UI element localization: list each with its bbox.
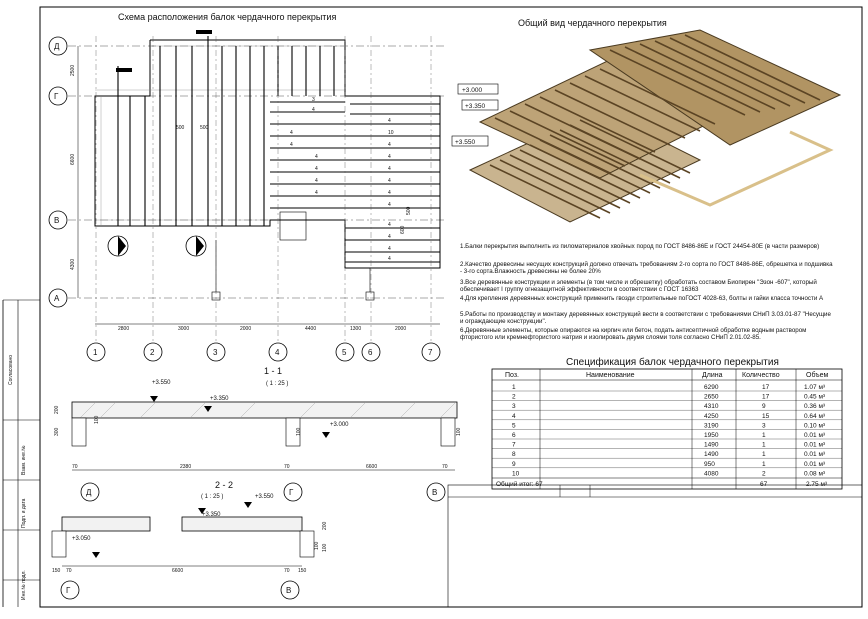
section2-level: +3.050 [72, 536, 91, 542]
spec-cell: 2 [762, 470, 766, 478]
stamp-side-label: Подп. и дата [21, 498, 27, 528]
axis-label: Г [289, 488, 294, 497]
beam-mark: 4 [388, 190, 391, 196]
dim-text: 4400 [305, 326, 317, 332]
spec-cell: 9 [512, 460, 516, 468]
beam-mark: 4 [290, 130, 293, 136]
dim-text: 4300 [70, 258, 76, 270]
dim-text: 2380 [180, 464, 192, 470]
note-line: 1.Балки перекрытия выполнить из пиломатериалов хвойных пород по ГОСТ 8486-86Е и ГОСТ 24454-80Е (в части размеров) [460, 243, 820, 250]
dim-text: 600 [400, 225, 406, 234]
spec-cell: 0.36 м³ [804, 403, 826, 411]
spec-cell: 0.08 м³ [804, 470, 826, 478]
beam-mark: 4 [315, 190, 318, 196]
beam-mark: 4 [388, 118, 391, 124]
spec-cell: 3 [512, 403, 516, 411]
beam-mark: 4 [388, 202, 391, 208]
spec-cell: 17 [762, 393, 770, 401]
axis-label: 3 [213, 348, 218, 357]
dim-text: 2000 [240, 326, 252, 332]
spec-table [492, 369, 842, 489]
section1-scale: ( 1 : 25 ) [266, 381, 289, 387]
dim-text: 200 [54, 405, 60, 414]
beam-mark: 4 [388, 222, 391, 228]
dim-text: 100 [322, 543, 328, 552]
dim-text: 6600 [366, 464, 378, 470]
plan-beam-marks [290, 97, 394, 262]
dim-text: 100 [94, 415, 100, 424]
spec-rows [492, 384, 842, 477]
dim-text: 1300 [350, 326, 362, 332]
spec-cell: 15 [762, 412, 770, 420]
spec-cell: 2650 [704, 393, 719, 401]
section2-title: 2 - 2 [215, 480, 234, 490]
section1-level: +3.550 [152, 380, 171, 386]
dim-text: 500 [406, 206, 412, 215]
spec-cell: 7 [512, 441, 516, 449]
note-line: 3.Все деревянные конструкции и элементы (в том числе и обрешетку) обработать составом Биопирен "Эзон -607", который обеспечивает I группу огнезащитной эффективности в соответствии с ГОСТ 16363 [460, 279, 817, 293]
beam-mark: 4 [312, 107, 315, 113]
spec-title: Спецификация балок чердачного перекрытия [566, 357, 779, 368]
axis-label: А [54, 294, 60, 303]
axis-label: В [286, 586, 292, 595]
section2-level: +3.350 [202, 512, 221, 518]
section1-level: +3.000 [330, 422, 349, 428]
section-cut-mark [116, 68, 132, 72]
dim-text: 500 [200, 125, 209, 131]
beam-mark: 4 [388, 142, 391, 148]
plan-beams-horizontal [270, 102, 440, 262]
spec-cell: 1950 [704, 432, 719, 439]
section-cut-mark [196, 30, 212, 34]
dim-text: 2000 [395, 326, 407, 332]
beam-mark: 4 [388, 178, 391, 184]
dim-text: 200 [322, 521, 328, 530]
axis-label: В [432, 488, 438, 497]
spec-cell: 4250 [704, 412, 719, 420]
spec-header: Количество [742, 372, 780, 379]
dim-text: 300 [54, 427, 60, 436]
notes-block [460, 243, 833, 341]
axis-label: Д [54, 42, 60, 51]
section-markers [108, 236, 206, 256]
note-line: 6.Деревянные элементы, которые опираются на кирпич или бетон, подать антисептичной обработке водным раствором фтористого или кремнефтористого натрия и изолировать двумя слоями толя согласно СНиП 2.01.02-85. [460, 327, 807, 341]
spec-header: Объем [806, 372, 829, 379]
axis-label: 1 [93, 348, 98, 357]
section1-title: 1 - 1 [264, 366, 283, 376]
spec-cell: 1 [762, 451, 766, 459]
level-tag: +3.350 [465, 103, 486, 110]
note-line: 2.Качество древесины несущих конструкций должно отвечать требованиям 2-го сорта по ГОСТ 8486-86Е, обрешетка и подшивка - 3-го сорта.Влажность древесины не более 20% [460, 261, 833, 275]
stair-opening [280, 212, 306, 240]
axis-label: 2 [150, 348, 155, 357]
spec-cell: 0.45 м³ [804, 393, 826, 401]
view3d-title: Общий вид чердачного перекрытия [518, 18, 667, 28]
plan-col-dims [95, 324, 440, 332]
beam-mark: 4 [315, 178, 318, 184]
plan-row-dims [70, 46, 78, 298]
spec-header: Поз. [505, 372, 519, 379]
note-line: 5.Работы по производству и монтажу деревянных конструкций вести в соответствии с требованиями СНиП 3.03.01-87 "Несущие и ограждающие конструкции". [460, 311, 831, 325]
level-tag: +3.550 [455, 139, 476, 146]
dim-text: 70 [442, 464, 448, 470]
dim-text: 100 [296, 427, 302, 436]
dim-text: 70 [66, 568, 72, 574]
spec-cell: 1490 [704, 451, 719, 459]
spec-cell: 0.64 м³ [804, 412, 826, 420]
dim-text: 70 [72, 464, 78, 470]
view3d-illustration [452, 30, 840, 222]
section2-level: +3.550 [255, 494, 274, 500]
section1-drawing [72, 396, 457, 501]
dim-text: 6600 [70, 153, 76, 165]
spec-cell: 2 [512, 393, 516, 401]
spec-cell: 10 [512, 470, 520, 478]
axis-label: 7 [428, 348, 433, 357]
spec-cell: 4080 [704, 470, 719, 478]
spec-cell: 3190 [704, 422, 719, 430]
spec-cell: 0.01 м³ [804, 451, 826, 459]
dim-text: 2800 [118, 326, 130, 332]
dim-text: 2500 [70, 64, 76, 76]
beam-mark: 4 [315, 154, 318, 160]
beam-mark: 4 [315, 166, 318, 172]
spec-cell: 1 [512, 384, 516, 391]
spec-cell: 5 [512, 422, 516, 430]
section2-scale: ( 1 : 25 ) [201, 494, 224, 500]
spec-cell: 4 [512, 412, 516, 420]
beam-mark: 10 [388, 130, 394, 136]
spec-cell: 1 [762, 441, 766, 449]
dim-text: 150 [298, 568, 307, 574]
spec-cell: 9 [762, 403, 766, 411]
spec-cell: 0.01 м³ [804, 460, 826, 468]
beam-mark: 4 [388, 234, 391, 240]
dim-text: 70 [284, 464, 290, 470]
beam-mark: 4 [388, 256, 391, 262]
spec-cell: 8 [512, 451, 516, 459]
dim-text: 100 [456, 427, 462, 436]
spec-cell: 950 [704, 460, 715, 468]
spec-total-vol: 2.75 м³ [806, 481, 828, 488]
spec-total-label: Общий итог: 67 [496, 481, 543, 488]
plan-row-axes [49, 37, 67, 307]
spec-cell: 1 [762, 460, 766, 468]
stamp-side-label: Взам. инв.№ [21, 445, 27, 475]
dim-text: 100 [314, 541, 320, 550]
section1-level: +3.350 [210, 396, 229, 402]
spec-cell: 6290 [704, 384, 719, 391]
stamp-side-label: Инв.№ подл. [21, 570, 27, 600]
dim-text: 70 [284, 568, 290, 574]
stamp-side-label: Согласовано [8, 354, 14, 385]
title-block [448, 485, 862, 607]
dim-text: 150 [52, 568, 61, 574]
spec-cell: 4310 [704, 403, 719, 411]
spec-cell: 1.07 м³ [804, 384, 826, 391]
note-line: 4.Для крепления деревянных конструкций применить гвозди строительные поГОСТ 4028-63, болты и гайки класса точности А [460, 295, 824, 302]
axis-label: 6 [368, 348, 373, 357]
beam-mark: 4 [388, 166, 391, 172]
spec-cell: 17 [762, 384, 770, 391]
axis-label: 4 [275, 348, 280, 357]
spec-cell: 0.01 м³ [804, 432, 826, 439]
dim-text: 500 [176, 125, 185, 131]
section2-drawing [52, 502, 314, 599]
spec-cell: 0.01 м³ [804, 441, 826, 449]
axis-label: В [54, 216, 60, 225]
axis-label: Г [54, 92, 59, 101]
spec-cell: 1 [762, 432, 766, 439]
spec-cell: 6 [512, 432, 516, 439]
beam-mark: 4 [290, 142, 293, 148]
axis-label: Д [86, 488, 92, 497]
spec-header: Длина [702, 372, 723, 379]
spec-cell: 0.10 м³ [804, 422, 826, 430]
column [366, 292, 374, 300]
plan-title: Схема расположения балок чердачного перекрытия [118, 12, 337, 22]
dim-text: 6600 [172, 568, 184, 574]
spec-cell: 1490 [704, 441, 719, 449]
beam-mark: 3 [312, 97, 315, 103]
spec-header: Наименование [586, 372, 635, 379]
axis-label: 5 [342, 348, 347, 357]
spec-cell: 3 [762, 422, 766, 430]
axis-label: Г [66, 586, 71, 595]
spec-total-qty: 67 [760, 481, 768, 488]
level-tag: +3.000 [462, 87, 483, 94]
beam-mark: 4 [388, 154, 391, 160]
dim-text: 3000 [178, 326, 190, 332]
beam-mark: 4 [388, 246, 391, 252]
